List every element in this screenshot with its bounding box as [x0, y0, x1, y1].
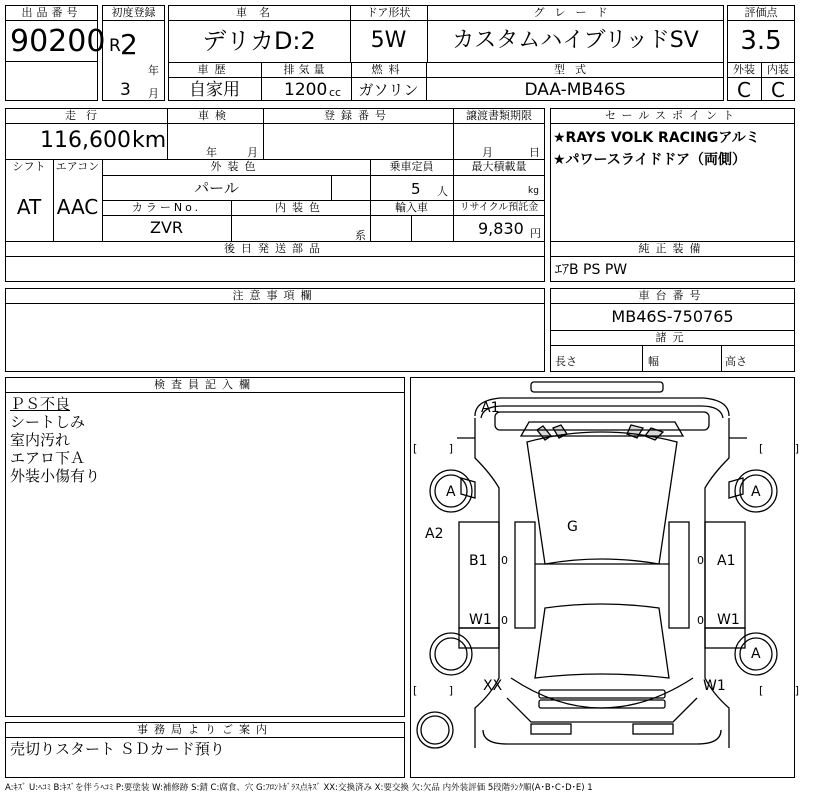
capacity-unit: 人 — [437, 185, 448, 198]
int-color-unit: 系 — [355, 229, 366, 242]
lot-number-label: 出品番号 — [21, 6, 82, 19]
reg-number-label: 登録番号 — [324, 109, 392, 122]
length-label: 長さ — [555, 355, 577, 368]
equipment-label: 純正装備 — [638, 242, 707, 255]
mark-w1-left: W1 — [469, 612, 492, 628]
color-no: ZVR — [149, 218, 184, 237]
score: 3.5 — [740, 26, 782, 56]
capacity: 5 — [411, 180, 421, 198]
mark-b1: B1 — [469, 553, 488, 569]
car-name-label: 車名 — [236, 6, 282, 19]
zero-mark-left-2: 0 — [501, 614, 508, 627]
bracket-left-front: [ ] — [413, 442, 468, 455]
mark-xx: XX — [483, 678, 503, 694]
mark-w1-right: W1 — [717, 612, 740, 628]
inspection-year-unit: 年 — [206, 146, 217, 159]
displacement: 1200 — [284, 80, 328, 100]
legend: A:ｷｽﾞ U:ﾍｺﾐ B:ｷｽﾞを伴うﾍｺﾐ P:要塗装 W:補修跡 S:錆 C:腐食、穴 G:ﾌﾛﾝﾄｶﾞﾗｽ点ｷｽﾞ XX:交換済み X:要交換 欠:欠品 内外装評価 5段階ﾗﾝｸ順(A･B･C･D･E) 1 — [5, 783, 593, 793]
mark-a2: A2 — [425, 526, 444, 542]
inspector-label: 検査員記入欄 — [154, 378, 256, 391]
max-load-unit: kg — [528, 186, 539, 196]
inspector-line-3: 室内汚れ — [10, 431, 71, 449]
model-code: DAA-MB46S — [524, 80, 626, 100]
transfer-day-unit: 日 — [529, 146, 540, 159]
fuel-label: 燃料 — [371, 63, 406, 76]
bracket-right-rear: [ ] — [759, 684, 813, 697]
aircon: AAC — [56, 195, 99, 219]
chassis-label: 車台番号 — [638, 289, 707, 302]
recycle-fee: 9,830 — [478, 219, 524, 238]
mark-g: G — [567, 519, 578, 535]
exterior-grade: C — [737, 78, 751, 102]
office-label: 事務局よりご案内 — [137, 723, 273, 736]
car-diagram-outline — [411, 378, 793, 776]
grade: カスタムハイブリッドSV — [452, 28, 699, 53]
sales-point-2: ★パワースライドドア（両側） — [553, 152, 747, 168]
mark-a-right-front: A — [751, 484, 761, 500]
office-text: 売切りスタート ＳＤカード預り — [10, 740, 225, 758]
equipment: ｴｱB PS PW — [555, 262, 628, 278]
capacity-label: 乗車定員 — [389, 160, 434, 173]
dimensions-label: 諸元 — [655, 331, 690, 344]
car-name: デリカD:2 — [202, 27, 316, 55]
zero-mark-right-2: 0 — [697, 614, 704, 627]
exterior-grade-label: 外装 — [733, 63, 755, 76]
lot-number: 90200 — [10, 24, 106, 59]
interior-grade: C — [771, 78, 785, 102]
score-label: 評価点 — [744, 6, 778, 19]
transfer-month-unit: 月 — [482, 146, 493, 159]
month: 3 — [120, 80, 131, 100]
interior-grade-label: 内装 — [767, 63, 789, 76]
damage-diagram — [410, 377, 813, 778]
notes-label: 注意事項欄 — [232, 289, 318, 302]
inspection-month-unit: 月 — [247, 146, 258, 159]
chassis-number: MB46S-750765 — [611, 307, 734, 326]
displacement-unit: cc — [329, 86, 342, 99]
model-code-label: 型式 — [554, 63, 596, 76]
door-label: ドア形状 — [366, 6, 411, 19]
zero-mark-right-1: 0 — [697, 554, 704, 567]
era-year: 2 — [120, 28, 138, 61]
mileage-unit: km — [132, 128, 167, 153]
inspector-line-5: 外装小傷有り — [10, 467, 101, 485]
color-no-label: カラーNo. — [131, 201, 202, 214]
mark-a1-right: A1 — [717, 553, 736, 569]
inspector-line-4: エアロ下Ａ — [10, 449, 86, 467]
recycle-label: リサイクル預託金 — [459, 202, 539, 213]
aircon-label: エアコン — [55, 160, 100, 173]
inspector-line-2: シートしみ — [10, 413, 86, 431]
width-label: 幅 — [648, 355, 659, 368]
mark-a-right-rear: A — [751, 646, 761, 662]
grade-label: グレード — [533, 6, 618, 19]
month-unit: 月 — [148, 87, 159, 100]
ext-color: パール — [194, 179, 239, 197]
recycle-unit: 円 — [530, 227, 541, 240]
shift: AT — [16, 195, 42, 219]
shift-label: シフト — [12, 160, 46, 173]
import-label: 輸入車 — [395, 201, 428, 214]
first-registration-label: 初度登録 — [111, 6, 156, 19]
history: 自家用 — [189, 80, 240, 100]
history-label: 車歴 — [197, 63, 232, 76]
bracket-left-rear: [ ] — [413, 684, 468, 697]
zero-mark-left-1: 0 — [501, 554, 508, 567]
inspection-label: 車検 — [198, 109, 232, 122]
sales-points-label: セールスポイント — [604, 109, 740, 122]
mark-a1-top: A1 — [481, 400, 500, 416]
ext-color-label: 外装色 — [210, 160, 262, 173]
era: R — [109, 36, 121, 56]
displacement-label: 排気量 — [283, 63, 329, 76]
mark-w1-rear: W1 — [703, 678, 726, 694]
mileage-label: 走行 — [65, 109, 107, 122]
year-unit: 年 — [148, 64, 159, 77]
fuel: ガソリン — [358, 81, 419, 99]
door-type: 5W — [370, 28, 407, 53]
bracket-right-front: [ ] — [759, 442, 813, 455]
max-load-label: 最大積載量 — [471, 160, 527, 173]
mark-a-left-front: A — [446, 484, 456, 500]
height-label: 高さ — [725, 355, 747, 368]
sales-point-1: ★RAYS VOLK RACINGアルミ — [553, 130, 760, 146]
later-parts-label: 後日発送部品 — [224, 242, 326, 255]
int-color-label: 内装色 — [275, 201, 326, 214]
mileage: 116,600 — [40, 128, 131, 153]
transfer-doc-label: 譲渡書類期限 — [466, 109, 532, 122]
inspector-line-1: ＰＳ不良 — [10, 395, 71, 413]
